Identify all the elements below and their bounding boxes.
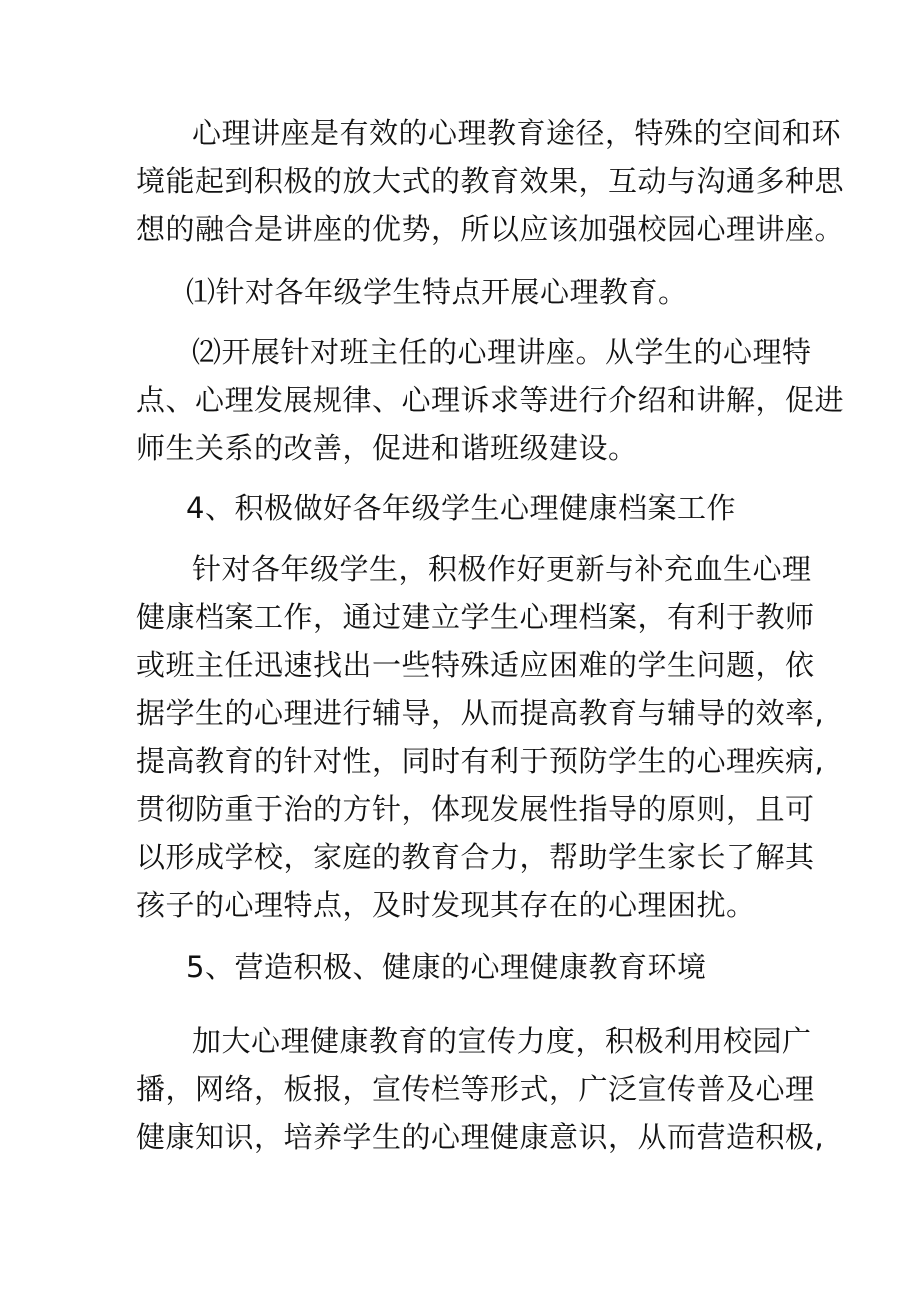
paragraph-environment [136,1017,836,1161]
text-line: 师生关系的改善，促进和谐班级建设。 [136,431,638,465]
text-line: 贯彻防重于治的方针，体现发展性指导的原则，且可 [136,792,815,826]
section-title: 5、营造积极、健康的心理健康教育环境 [186,950,707,984]
text-line: 想的融合是讲座的优势，所以应该加强校园心理讲座。 [136,212,845,246]
text-line: 提高教育的针对性，同时有利于预防学生的心理疾病, [136,744,825,778]
section-heading-5 [186,943,706,991]
text-line: 播，网络，板报，宣传栏等形式，广泛宣传普及心理 [136,1072,815,1106]
paragraph-lecture-intro [136,109,845,253]
section-heading-4 [186,484,736,532]
text-line: 点、心理发展规律、心理诉求等进行介绍和讲解，促进 [136,383,845,417]
section-title: 4、积极做好各年级学生心理健康档案工作 [186,491,736,525]
text-line: 据学生的心理进行辅导，从而提高教育与辅导的效率, [136,696,825,730]
text-line: 或班主任迅速找出一些特殊适应困难的学生问题，依 [136,648,815,682]
list-item-1 [186,268,688,316]
text-line: 加大心理健康教育的宣传力度，积极利用校园广 [192,1024,812,1058]
text-line: 心理讲座是有效的心理教育途径，特殊的空间和环 [192,116,842,150]
list-item-2 [136,328,845,472]
text-line: ⑴针对各年级学生特点开展心理教育。 [186,275,688,309]
paragraph-archives [136,545,836,929]
text-line: 以形成学校，家庭的教育合力，帮助学生家长了解其 [136,840,815,874]
text-line: 孩子的心理特点，及时发现其存在的心理困扰。 [136,888,756,922]
text-line: 健康知识，培养学生的心理健康意识，从而营造积极, [136,1120,825,1154]
text-line: 针对各年级学生，积极作好更新与补充血生心理 [192,552,812,586]
text-line: ⑵开展针对班主任的心理讲座。从学生的心理特 [192,335,812,369]
text-line: 健康档案工作，通过建立学生心理档案，有利于教师 [136,600,815,634]
text-line: 境能起到积极的放大式的教育效果，互动与沟通多种思 [136,164,845,198]
